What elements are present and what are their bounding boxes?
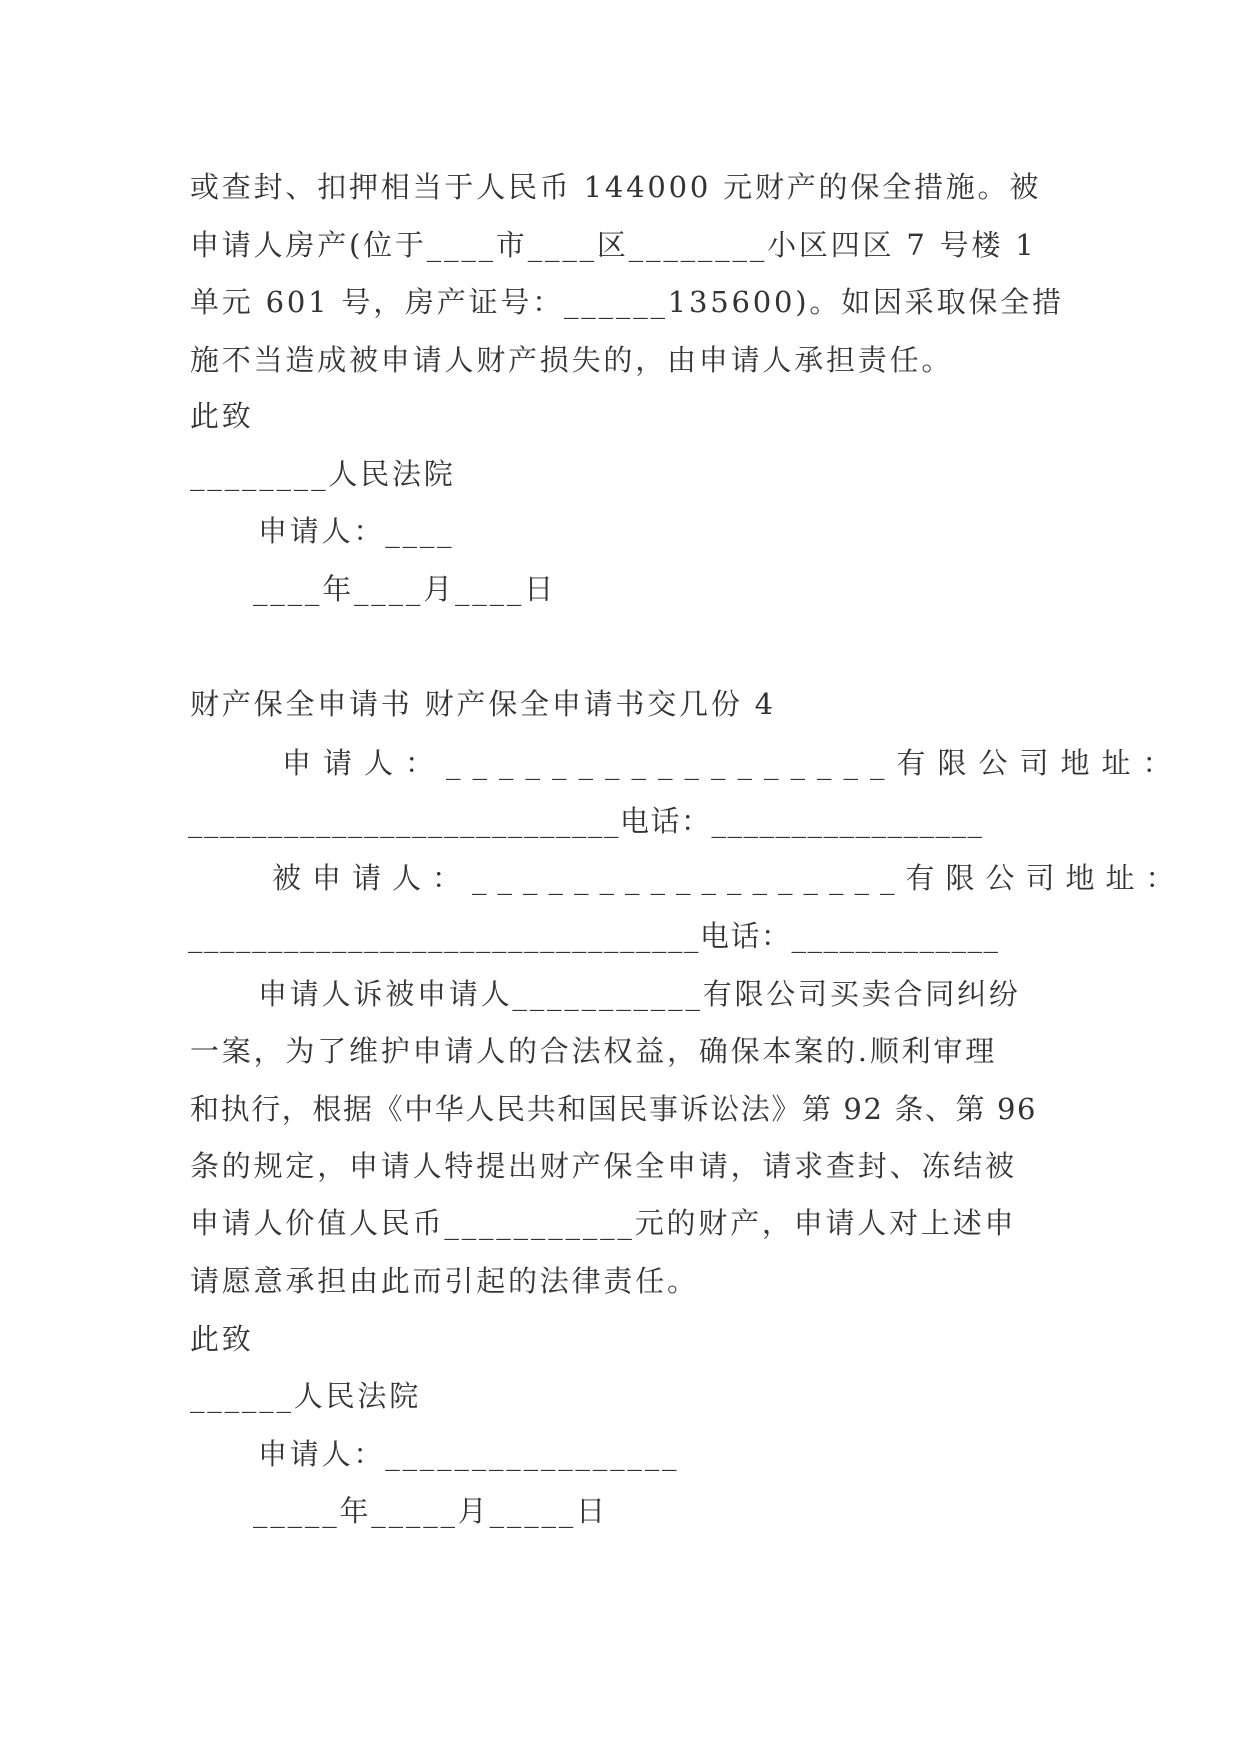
court-name: ______人民法院	[190, 1379, 422, 1413]
body-line: 单元 601 号，房产证号：______135600)。如因采取保全措	[190, 285, 1064, 319]
applicant-line: 申请人：_________________有限公司地址：	[282, 746, 1184, 780]
salutation: 此致	[190, 1322, 254, 1356]
body-line: 请愿意承担由此而引起的法律责任。	[190, 1264, 699, 1298]
body-line: 条的规定，申请人特提出财产保全申请，请求查封、冻结被	[190, 1149, 1017, 1183]
court-name: ________人民法院	[190, 457, 456, 491]
applicant-signature: 申请人：____	[258, 514, 455, 548]
body-line: 申请人房产(位于____市____区________小区四区 7 号楼 1	[190, 228, 1037, 262]
respondent-line: 被申请人：_________________有限公司地址：	[272, 861, 1186, 895]
body-line: 和执行，根据《中华人民共和国民事诉讼法》第 92 条、第 96	[190, 1092, 1038, 1126]
date-line: ____年____月____日	[253, 572, 556, 606]
body-line: 申请人诉被申请人___________有限公司买卖合同纠纷	[258, 977, 1021, 1011]
body-line: 申请人价值人民币___________元的财产，申请人对上述申	[190, 1206, 1017, 1240]
salutation: 此致	[190, 399, 254, 433]
body-line: 施不当造成被申请人财产损失的，由申请人承担责任。	[190, 343, 954, 377]
applicant-phone-line: ___________________________电话：_________________	[188, 804, 984, 838]
applicant-signature: 申请人：_________________	[258, 1437, 680, 1471]
body-line: 一案，为了维护申请人的合法权益，确保本案的.顺利审理	[190, 1034, 998, 1068]
section-heading: 财产保全申请书 财产保全申请书交几份 4	[190, 687, 776, 721]
date-line: _____年_____月_____日	[253, 1494, 608, 1528]
body-line: 或查封、扣押相当于人民币 144000 元财产的保全措施。被	[190, 170, 1042, 204]
respondent-phone-line: ________________________________电话：_____________	[188, 919, 1000, 953]
